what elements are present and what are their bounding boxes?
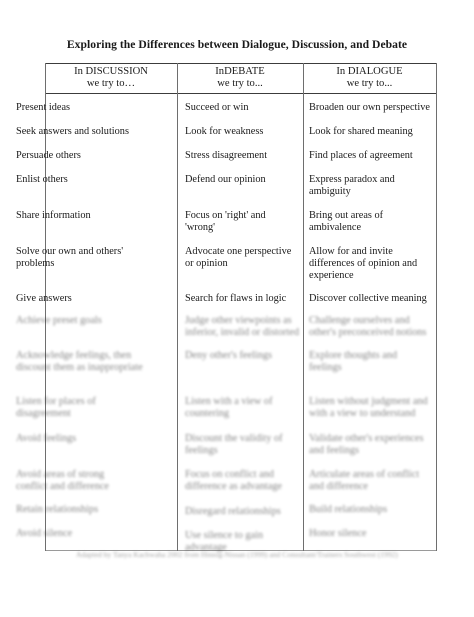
discussion-cell: Enlist others [16,174,68,185]
discussion-cell: Retain relationships [16,504,99,515]
discussion-cell: Avoid silence [16,528,73,539]
document-title: Exploring the Differences between Dialogue, Discussion, and Debate [66,38,408,51]
dialogue-cell: Bring out areas of ambivalence [309,210,384,234]
debate-cell: Look for weakness [185,126,264,137]
dialogue-cell: Discover collective meaning [309,293,427,304]
debate-cell: Listen with a view of countering [185,396,273,420]
header-divider [45,93,437,94]
header-discussion-title: In DISCUSSION [74,66,148,77]
discussion-cell: Persuade others [16,150,81,161]
debate-cell: Succeed or win [185,102,249,113]
header-discussion-subtitle: we try to… [86,78,136,89]
discussion-cell: Give answers [16,293,72,304]
header-dialogue-title: In DIALOGUE [336,66,403,77]
debate-cell: Disregard relationships [185,506,281,517]
header-dialogue [303,66,436,90]
dialogue-cell: Build relationships [309,504,388,515]
discussion-cell: Avoid areas of strong conflict and difference [16,469,110,493]
dialogue-cell: Broaden our own perspective [309,102,430,113]
dialogue-cell: Listen without judgment and with a view to understand [309,396,428,420]
source-credit: Adapted by Tanya Kachwaha 2002 from Hinnig-Nissan (1999) and Consultant/Trainers Southwest (1992) [76,550,398,559]
header-debate [177,66,303,90]
debate-cell: Deny other's feelings [185,350,273,361]
debate-cell: Stress disagreement [185,150,268,161]
header-discussion [45,66,177,90]
dialogue-cell: Validate other's experiences and feelings [309,433,424,457]
dialogue-cell: Look for shared meaning [309,126,413,137]
discussion-cell: Listen for places of disagreement [16,396,96,420]
dialogue-cell: Allow for and invite differences of opinion and experience [309,246,418,282]
header-debate-title: InDEBATE [215,66,265,77]
discussion-cell: Acknowledge feelings, then discount them as inappropriate [16,350,143,374]
dialogue-cell: Articulate areas of conflict and difference [309,469,420,493]
debate-cell: Defend our opinion [185,174,266,185]
dialogue-cell: Find places of agreement [309,150,413,161]
discussion-cell: Solve our own and others' problems [16,246,124,270]
discussion-cell: Present ideas [16,102,71,113]
debate-cell: Discount the validity of feelings [185,433,283,457]
discussion-cell: Seek answers and solutions [16,126,129,137]
dialogue-cell: Honor silence [309,528,367,539]
debate-cell: Focus on conflict and difference as advantage [185,469,283,493]
discussion-cell: Share information [16,210,91,221]
debate-cell: Use silence to gain advantage [185,530,264,554]
dialogue-cell: Express paradox and ambiguity [309,174,395,198]
dialogue-cell: Explore thoughts and feelings [309,350,398,374]
discussion-cell: Avoid feelings [16,433,77,444]
blurred-content [0,312,474,572]
debate-cell: Advocate one perspective or opinion [185,246,292,270]
discussion-cell: Achieve preset goals [16,315,102,326]
header-debate-subtitle: we try to... [217,78,263,89]
header-dialogue-subtitle: we try to... [346,78,393,89]
debate-cell: Focus on 'right' and 'wrong' [185,210,266,234]
debate-cell: Judge other viewpoints as inferior, invalid or distorted [185,315,299,339]
table-top-border [45,63,437,64]
debate-cell: Search for flaws in logic [185,293,287,304]
dialogue-cell: Challenge ourselves and other's preconceived notions [309,315,427,339]
